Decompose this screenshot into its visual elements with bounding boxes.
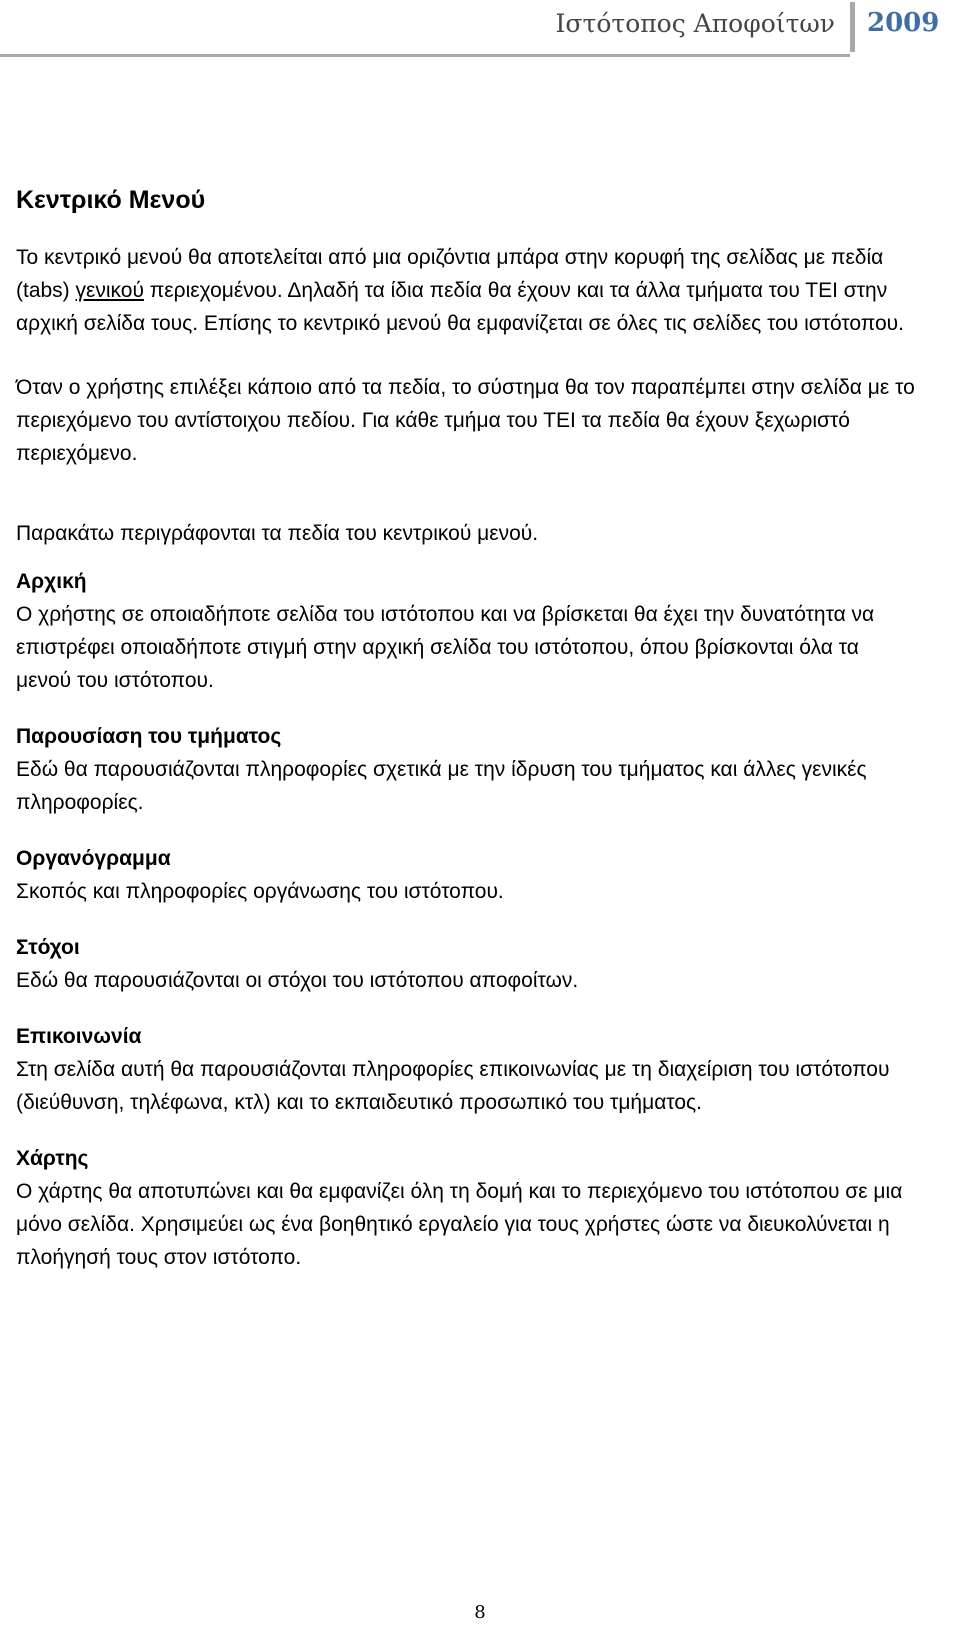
field-heading: Στόχοι (16, 936, 80, 959)
field-description: Στη σελίδα αυτή θα παρουσιάζονται πληροφορίες επικοινωνίας με τη διαχείριση του ιστότοπου (διεύθυνση, τηλέφωνα, κτλ) και το εκπαιδευτικό προσωπικό του τμήματος. (16, 1058, 890, 1114)
menu-field-contact (16, 1020, 916, 1119)
field-heading: Επικοινωνία (16, 1025, 142, 1048)
menu-field-goals (16, 931, 916, 997)
document-body (16, 185, 916, 1297)
page-header (0, 0, 960, 56)
field-heading: Παρουσίαση του τμήματος (16, 725, 282, 748)
field-description: Εδώ θα παρουσιάζονται πληροφορίες σχετικά με την ίδρυση του τμήματος και άλλες γενικές πληροφορίες. (16, 758, 867, 814)
underlined-word: γενικού (75, 279, 144, 302)
header-title: Ιστότοπος Αποφοίτων (555, 9, 835, 38)
header-year: 2009 (867, 8, 940, 38)
field-heading: Χάρτης (16, 1147, 89, 1170)
menu-field-organization-chart (16, 842, 916, 908)
page-number: 8 (474, 1602, 486, 1623)
field-description: Εδώ θα παρουσιάζονται οι στόχοι του ιστότοπου αποφοίτων. (16, 969, 579, 992)
intro-text-part-1: Το κεντρικό μενού θα αποτελείται από μια οριζόντια μπάρα στην κορυφή της σελίδας με πεδία (tabs) (16, 246, 884, 302)
section-title: Κεντρικό Μενού (16, 186, 206, 214)
header-rule (0, 54, 850, 57)
field-heading: Αρχική (16, 570, 87, 593)
intro-text-part-2: περιεχομένου. Δηλαδή τα ίδια πεδία θα έχουν και τα άλλα τμήματα του ΤΕΙ στην αρχική σελίδα τους. Επίσης το κεντρικό μενού θα εμφανίζεται σε όλες τις σελίδες του ιστότοπου. (16, 279, 904, 335)
menu-field-home (16, 565, 916, 697)
menu-field-department-presentation (16, 720, 916, 819)
field-description: Ο χρήστης σε οποιαδήποτε σελίδα του ιστότοπου και να βρίσκεται θα έχει την δυνατότητα να επιστρέφει οποιαδήποτε στιγμή στην αρχική σελίδα του ιστότοπου, όπου βρίσκονται όλα τα μενού του ιστότοπου. (16, 603, 875, 692)
field-heading: Οργανόγραμμα (16, 847, 171, 870)
field-description: Σκοπός και πληροφορίες οργάνωσης του ιστότοπου. (16, 880, 504, 903)
intro-paragraph-3: Παρακάτω περιγράφονται τα πεδία του κεντρικού μενού. (16, 522, 539, 545)
intro-paragraph-1 (16, 241, 916, 340)
intro-paragraph-2: Όταν ο χρήστης επιλέξει κάποιο από τα πεδία, το σύστημα θα τον παραπέμπει στην σελίδα με το περιεχόμενο του αντίστοιχου πεδίου. Για κάθε τμήμα του ΤΕΙ τα πεδία θα έχουν ξεχωριστό περιεχόμενο. (16, 376, 915, 465)
menu-field-sitemap (16, 1142, 916, 1274)
field-description: Ο χάρτης θα αποτυπώνει και θα εμφανίζει όλη τη δομή και το περιεχόμενο του ιστότοπου σε μια μόνο σελίδα. Χρησιμεύει ως ένα βοηθητικό εργαλείο για τους χρήστες ώστε να διευκολύνεται η πλοήγησή τους στον ιστότοπο. (16, 1180, 903, 1269)
header-separator (850, 2, 855, 52)
